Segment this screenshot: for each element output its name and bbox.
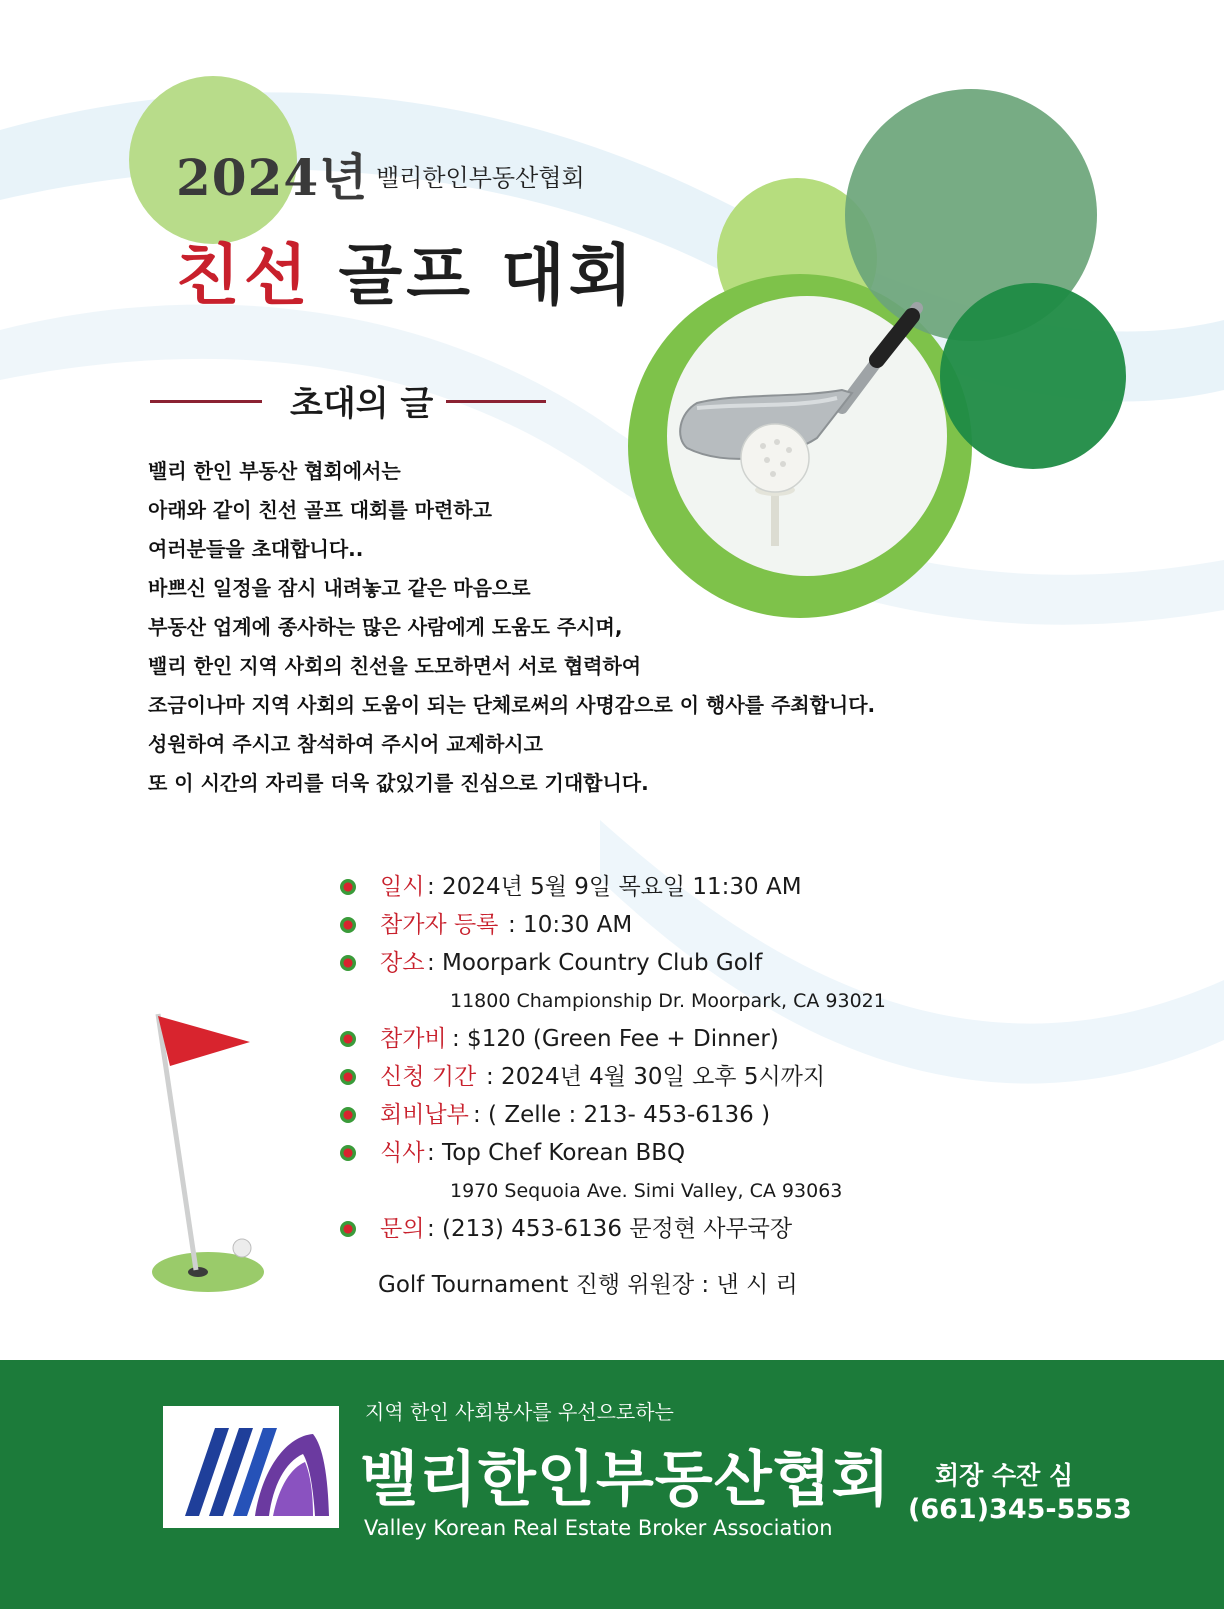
detail-contact xyxy=(340,1210,1100,1248)
association-logo-icon xyxy=(163,1406,339,1528)
detail-value: : ( Zelle : 213- 453-6136 ) xyxy=(473,1102,771,1128)
detail-label: 식사 xyxy=(380,1140,425,1166)
detail-label: 회비납부 xyxy=(380,1102,469,1128)
title-year: 2024년 xyxy=(176,148,369,207)
detail-value: : $120 (Green Fee + Dinner) xyxy=(452,1026,779,1052)
invitation-line: 밸리 한인 부동산 협회에서는 xyxy=(148,459,401,483)
invitation-line: 바쁘신 일정을 잠시 내려놓고 같은 마음으로 xyxy=(148,576,531,600)
detail-label: 신청 기간 xyxy=(380,1064,477,1090)
detail-value: : 2024년 4월 30일 오후 5시까지 xyxy=(486,1064,826,1090)
footer-org-name-en: Valley Korean Real Estate Broker Association xyxy=(364,1516,833,1540)
detail-label: 문의 xyxy=(380,1216,425,1242)
detail-fee xyxy=(340,1020,1100,1058)
detail-label: 참가비 xyxy=(380,1026,447,1052)
detail-registration xyxy=(340,906,1100,944)
detail-venue xyxy=(340,944,1100,982)
detail-payment xyxy=(340,1096,1100,1134)
heading-divider-right xyxy=(446,400,546,403)
detail-label: 일시 xyxy=(380,874,425,900)
invitation-line: 밸리 한인 지역 사회의 친선을 도모하면서 서로 협력하여 xyxy=(148,654,642,678)
page-title xyxy=(176,222,637,317)
meal-address: 1970 Sequoia Ave. Simi Valley, CA 93063 xyxy=(450,1180,843,1202)
invitation-line: 성원하여 주시고 참석하여 주시어 교제하시고 xyxy=(148,732,543,756)
invitation-heading: 초대의 글 xyxy=(290,384,434,424)
bullet-dot-icon xyxy=(340,1221,356,1237)
invitation-text xyxy=(148,452,1028,803)
heading-divider-left xyxy=(150,400,262,403)
detail-value: : Moorpark Country Club Golf xyxy=(427,950,763,976)
detail-label: 장소 xyxy=(380,950,425,976)
invitation-line: 여러분들을 초대합니다.. xyxy=(148,537,364,561)
detail-value: : 2024년 5월 9일 목요일 11:30 AM xyxy=(427,874,802,900)
title-rest-text: 골프 대회 xyxy=(338,236,637,314)
footer-tagline: 지역 한인 사회봉사를 우선으로하는 xyxy=(365,1400,674,1424)
tournament-chair: Golf Tournament 진행 위원장 : 낸 시 리 xyxy=(378,1272,798,1298)
detail-meal xyxy=(340,1134,1100,1172)
detail-label: 참가자 등록 xyxy=(380,912,499,938)
detail-deadline xyxy=(340,1058,1100,1096)
footer-president: 회장 수잔 심 xyxy=(935,1461,1074,1490)
bullet-dot-icon xyxy=(340,879,356,895)
invitation-line: 아래와 같이 친선 골프 대회를 마련하고 xyxy=(148,498,492,522)
venue-address: 11800 Championship Dr. Moorpark, CA 93021 xyxy=(450,990,886,1012)
footer-banner xyxy=(0,1360,1224,1609)
footer-org-name: 밸리한인부동산협회 xyxy=(360,1445,891,1515)
invitation-line: 또 이 시간의 자리를 더욱 값있기를 진심으로 기대합니다. xyxy=(148,771,649,795)
detail-value: : 10:30 AM xyxy=(508,912,633,938)
title-org: 밸리한인부동산협회 xyxy=(376,164,585,192)
detail-value: : Top Chef Korean BBQ xyxy=(427,1140,686,1166)
bullet-dot-icon xyxy=(340,917,356,933)
bullet-dot-icon xyxy=(340,1145,356,1161)
invitation-line: 부동산 업계에 종사하는 많은 사람에게 도움도 주시며, xyxy=(148,615,623,639)
title-red-text: 친선 xyxy=(176,236,312,314)
invitation-line: 조금이나마 지역 사회의 도움이 되는 단체로써의 사명감으로 이 행사를 주최합니다. xyxy=(148,693,876,717)
bullet-dot-icon xyxy=(340,1069,356,1085)
bullet-dot-icon xyxy=(340,1031,356,1047)
bullet-dot-icon xyxy=(340,955,356,971)
detail-date xyxy=(340,868,1100,906)
footer-phone: (661)345-5553 xyxy=(908,1494,1132,1525)
detail-value: : (213) 453-6136 문정현 사무국장 xyxy=(427,1216,793,1242)
bullet-dot-icon xyxy=(340,1107,356,1123)
event-details xyxy=(340,868,1100,1248)
golf-flag-icon xyxy=(148,1010,268,1300)
